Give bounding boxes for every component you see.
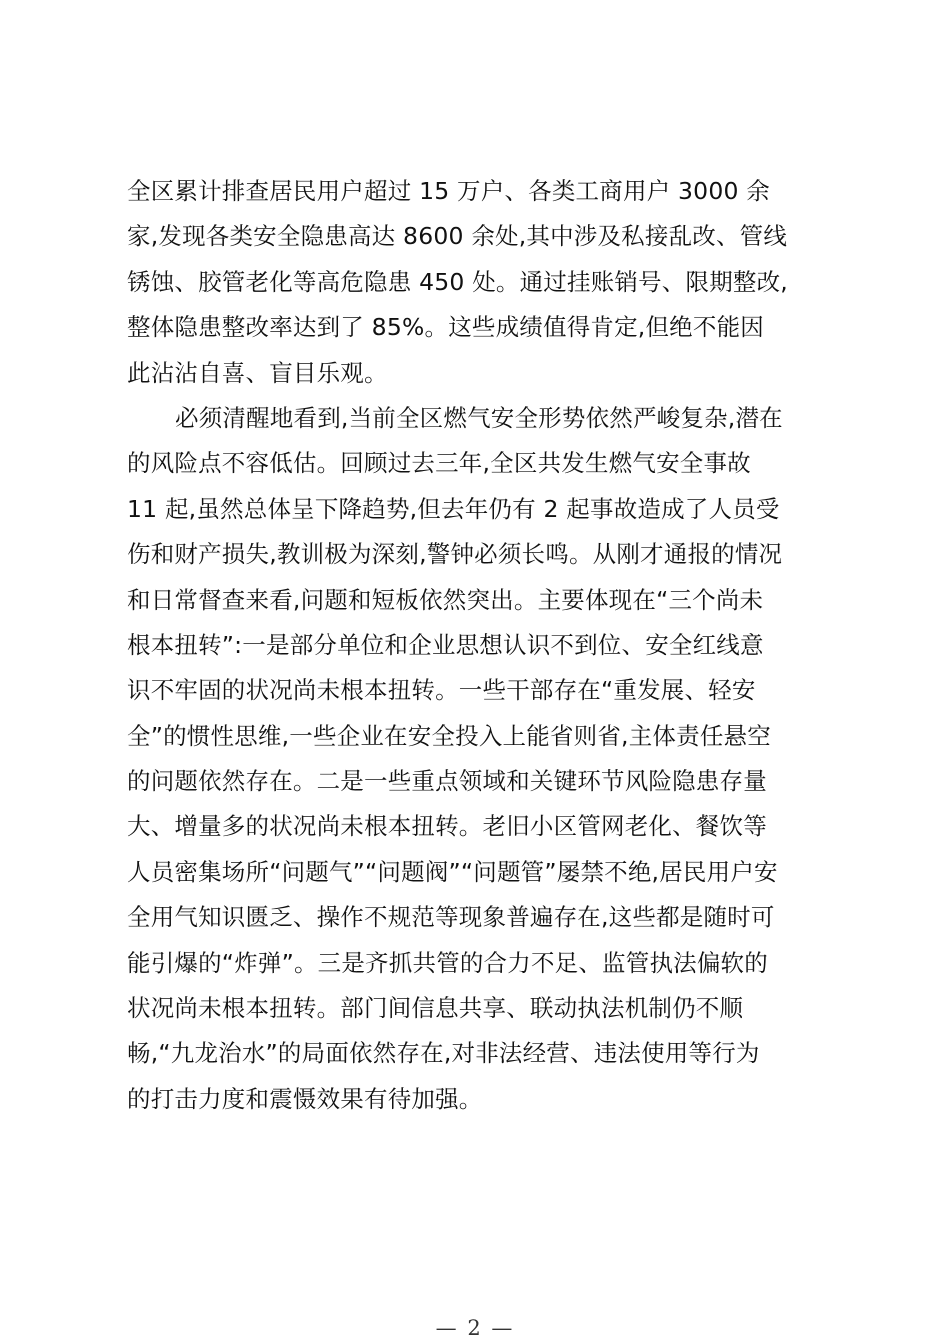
text-line: 的风险点不容低估。回顾过去三年,全区共发生燃气安全事故 <box>127 449 751 478</box>
text-line: 和日常督查来看,问题和短板依然突出。主要体现在“三个尚未 <box>127 585 764 614</box>
text-line: 全”的惯性思维,一些企业在安全投入上能省则省,主体责任悬空 <box>127 721 771 750</box>
text-line: 的打击力度和震慑效果有待加强。 <box>127 1084 483 1113</box>
text-line: 人员密集场所“问题气”“问题阀”“问题管”屡禁不绝,居民用户安 <box>127 857 778 886</box>
text-line: 能引爆的“炸弹”。三是齐抓共管的合力不足、监管执法偏软的 <box>127 948 768 977</box>
text-line: 全用气知识匮乏、操作不规范等现象普遍存在,这些都是随时可 <box>127 903 775 932</box>
text-line: 11 起,虽然总体呈下降趋势,但去年仍有 2 起事故造成了人员受 <box>127 494 780 523</box>
text-line: 识不牢固的状况尚未根本扭转。一些干部存在“重发展、轻安 <box>127 676 756 705</box>
text-line: 畅,“九龙治水”的局面依然存在,对非法经营、违法使用等行为 <box>127 1039 760 1068</box>
text-line: 此沾沾自喜、盲目乐观。 <box>127 358 388 387</box>
text-line: 家,发现各类安全隐患高达 8600 余处,其中涉及私接乱改、管线 <box>127 222 788 251</box>
text-line: 整体隐患整改率达到了 85%。这些成绩值得肯定,但绝不能因 <box>127 313 764 342</box>
text-line: 根本扭转”:一是部分单位和企业思想认识不到位、安全红线意 <box>127 630 764 659</box>
paragraph-first-line: 必须清醒地看到,当前全区燃气安全形势依然严峻复杂,潜在 <box>175 403 783 432</box>
page-number: — 2 — <box>435 1316 515 1340</box>
text-line: 伤和财产损失,教训极为深刻,警钟必须长鸣。从刚才通报的情况 <box>127 540 783 569</box>
text-line: 的问题依然存在。二是一些重点领域和关键环节风险隐患存量 <box>127 767 767 796</box>
body-text <box>127 169 832 1122</box>
text-line: 锈蚀、胶管老化等高危隐患 450 处。通过挂账销号、限期整改, <box>127 267 788 296</box>
text-line: 全区累计排查居民用户超过 15 万户、各类工商用户 3000 余 <box>127 177 770 205</box>
text-line: 状况尚未根本扭转。部门间信息共享、联动执法机制仍不顺 <box>127 994 744 1023</box>
text-line: 大、增量多的状况尚未根本扭转。老旧小区管网老化、餐饮等 <box>127 812 767 841</box>
